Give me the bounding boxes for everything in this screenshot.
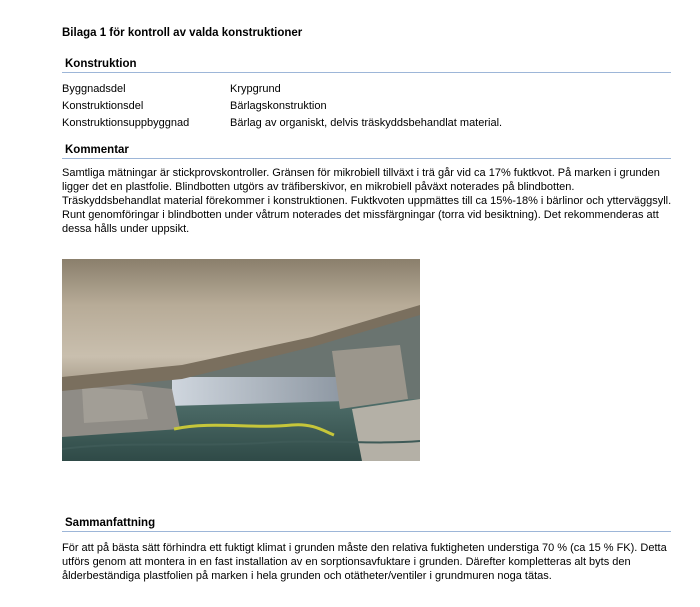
section-heading-konstruktion: Konstruktion: [62, 58, 671, 73]
kv-key: Konstruktionsdel: [62, 100, 144, 112]
kv-key: Byggnadsdel: [62, 83, 126, 95]
section-heading-kommentar: Kommentar: [62, 144, 671, 159]
kv-value: Bärlag av organiskt, delvis träskyddsbehandlat material.: [230, 117, 503, 129]
sammanfattning-paragraph: För att på bästa sätt förhindra ett fuktigt klimat i grunden måste den relativa fuktigheten understiga 70 % (ca 15 % FK). Detta utförs genom att montera in en fast installation av en sorptionsavfuktare i grunden. Därefter kompletteras alt byts den ålderbeständiga plastfolien på marken i hela grunden och otätheter/ventiler i grundmuren noga tätas.: [62, 542, 667, 582]
section-heading-sammanfattning: Sammanfattning: [62, 517, 671, 532]
kv-value: Bärlagskonstruktion: [230, 100, 327, 112]
crawl-space-photo: [62, 259, 420, 461]
kv-key: Konstruktionsuppbyggnad: [62, 117, 190, 129]
document-title: Bilaga 1 för kontroll av valda konstruktioner: [62, 27, 303, 39]
kommentar-paragraph: Samtliga mätningar är stickprovskontroller. Gränsen för mikrobiell tillväxt i trä går vid ca 17% fuktkvot. På marken i grunden ligger det en plastfolie. Blindbotten utgörs av träfiberskivor, en mikrobiell påväxt noterades på blindbotten. Träskyddsbehandlat material förekommer i konstruktionen. Fuktkvoten uppmättes till ca 15%-18% i bärlinor och ytterväggsyll. Runt genomföringar i blindbotten under våtrum noterades det missfärgningar (torra vid besiktning). Det rekommenderas att dessa hålls under uppsikt.: [62, 167, 672, 235]
kv-value: Krypgrund: [230, 83, 281, 95]
